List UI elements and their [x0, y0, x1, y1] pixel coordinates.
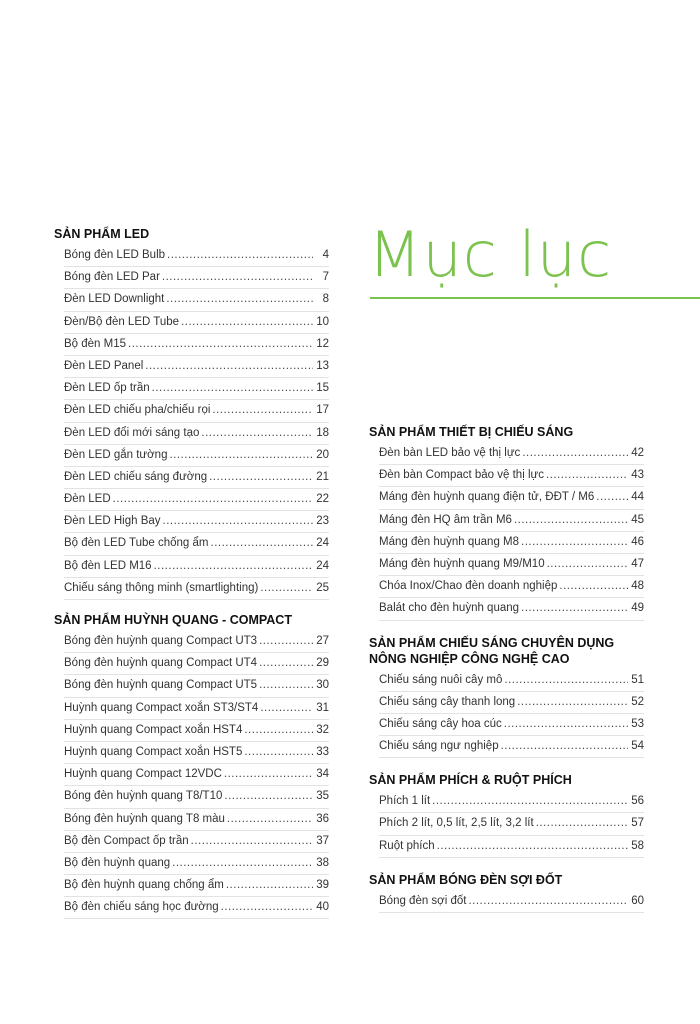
toc-entry[interactable] — [379, 714, 644, 736]
toc-entry-label: Bóng đèn huỳnh quang T8 màu — [64, 812, 225, 825]
toc-entry-page: 34 — [316, 768, 329, 781]
toc-entry-page: 15 — [316, 382, 329, 395]
toc-entry-page: 18 — [316, 426, 329, 439]
dot-leader — [259, 631, 313, 652]
section-title: SẢN PHẨM BÓNG ĐÈN SỢI ĐỐT — [369, 872, 563, 887]
toc-entry-label: Chóa Inox/Chao đèn doanh nghiệp — [379, 580, 558, 593]
toc-entry-label: Phích 1 lít — [379, 795, 431, 808]
toc-entry-page: 31 — [316, 701, 329, 714]
toc-entry-label: Đèn LED High Bay — [64, 515, 161, 528]
dot-leader — [547, 554, 628, 575]
dot-leader — [221, 897, 313, 918]
toc-entry[interactable] — [64, 467, 329, 489]
dot-leader — [224, 764, 313, 785]
dot-leader — [244, 742, 313, 763]
toc-entry-label: Đèn bàn Compact bảo vệ thị lực — [379, 469, 544, 482]
toc-entry[interactable] — [64, 533, 329, 555]
dot-leader — [212, 400, 313, 421]
toc-entry-page: 48 — [631, 580, 644, 593]
page-title: Mục lục — [368, 218, 613, 291]
dot-leader — [169, 445, 313, 466]
toc-entry[interactable] — [64, 809, 329, 831]
toc-entry-page: 33 — [316, 745, 329, 758]
toc-entry[interactable] — [379, 791, 644, 813]
toc-entry-page: 24 — [316, 537, 329, 550]
toc-entry[interactable] — [64, 267, 329, 289]
toc-entry-label: Máng đèn huỳnh quang điện tử, ĐĐT / M6 — [379, 491, 595, 504]
dot-leader — [546, 465, 628, 486]
dot-leader — [437, 836, 628, 857]
toc-section — [54, 612, 329, 919]
toc-entry-page: 4 — [322, 249, 329, 261]
toc-entry-page: 44 — [631, 491, 644, 504]
toc-entry[interactable] — [64, 675, 329, 697]
toc-entry[interactable] — [64, 511, 329, 533]
toc-entry-page: 27 — [316, 635, 329, 647]
toc-entry[interactable] — [379, 692, 644, 714]
dot-leader — [211, 533, 314, 554]
section-title: SẢN PHẨM LED — [54, 227, 150, 241]
toc-section — [369, 872, 644, 913]
dot-leader — [501, 736, 628, 757]
toc-entry-label: Bộ đèn LED Tube chống ẩm — [64, 537, 209, 550]
toc-entry[interactable] — [64, 897, 329, 919]
toc-entry-label: Chiếu sáng nuôi cây mô — [379, 673, 503, 686]
toc-entry[interactable] — [379, 443, 644, 465]
dot-leader — [432, 791, 628, 812]
dot-leader — [113, 489, 313, 510]
toc-entry-label: Bóng đèn sợi đốt — [379, 894, 467, 907]
toc-entry-label: Đèn/Bộ đèn LED Tube — [64, 315, 180, 328]
dot-leader — [224, 786, 313, 807]
toc-entry[interactable] — [64, 423, 329, 445]
section-title: SẢN PHẨM HUỲNH QUANG - COMPACT — [54, 613, 292, 627]
toc-entry-label: Đèn LED — [64, 493, 111, 506]
dot-leader — [201, 423, 313, 444]
toc-entry-label: Bóng đèn huỳnh quang Compact UT3 — [64, 635, 258, 647]
toc-entry[interactable] — [64, 698, 329, 720]
toc-entry-page: 56 — [631, 795, 644, 808]
toc-entry[interactable] — [64, 334, 329, 356]
toc-entry-label: Đèn LED ốp trần — [64, 382, 150, 395]
toc-entry-page: 38 — [316, 856, 329, 869]
dot-leader — [166, 289, 313, 310]
toc-entry-page: 57 — [631, 817, 644, 830]
toc-entry-page: 40 — [316, 901, 329, 914]
toc-entry-label: Máng đèn huỳnh quang M9/M10 — [379, 557, 545, 570]
toc-entry[interactable] — [64, 378, 329, 400]
toc-section — [369, 424, 644, 621]
toc-entry-label: Huỳnh quang Compact xoắn ST3/ST4 — [64, 701, 259, 714]
dot-leader — [504, 670, 628, 691]
dot-leader — [244, 720, 313, 741]
toc-entry[interactable] — [379, 813, 644, 835]
toc-entry-label: Bóng đèn huỳnh quang T8/T10 — [64, 790, 223, 803]
toc-entry[interactable] — [64, 400, 329, 422]
dot-leader — [154, 556, 313, 577]
toc-entry-page: 42 — [631, 447, 644, 459]
toc-entry-label: Bộ đèn huỳnh quang — [64, 856, 171, 869]
toc-entry-label: Bóng đèn huỳnh quang Compact UT5 — [64, 679, 258, 692]
toc-entry-label: Bộ đèn huỳnh quang chống ẩm — [64, 879, 224, 892]
toc-entry-label: Chiếu sáng ngư nghiệp — [379, 740, 499, 753]
toc-entry-label: Bộ đèn chiếu sáng học đường — [64, 901, 219, 914]
toc-entry[interactable] — [64, 631, 329, 653]
toc-entry[interactable] — [379, 736, 644, 758]
toc-entry[interactable] — [64, 445, 329, 467]
toc-entry-page: 29 — [316, 657, 329, 670]
dot-leader — [163, 511, 313, 532]
dot-leader — [259, 653, 313, 674]
toc-entry[interactable] — [64, 578, 329, 600]
section-title: SẢN PHẨM PHÍCH & RUỘT PHÍCH — [369, 773, 572, 788]
toc-entry[interactable] — [64, 764, 329, 786]
toc-entry[interactable] — [379, 554, 644, 576]
dot-leader — [521, 532, 628, 553]
toc-entry-page: 43 — [631, 469, 644, 482]
toc-entry[interactable] — [64, 289, 329, 311]
toc-entry[interactable] — [64, 742, 329, 764]
dot-leader — [559, 576, 628, 597]
toc-entry-page: 10 — [316, 315, 329, 328]
toc-entry-page: 51 — [631, 673, 644, 686]
dot-leader — [209, 467, 313, 488]
dot-leader — [145, 356, 313, 377]
toc-entry-page: 54 — [631, 740, 644, 753]
dot-leader — [517, 692, 628, 713]
toc-section — [369, 635, 644, 759]
dot-leader — [522, 443, 628, 464]
toc-entry-page: 23 — [316, 515, 329, 528]
toc-entry[interactable] — [379, 510, 644, 532]
toc-entry-label: Đèn bàn LED bảo vệ thị lực — [379, 447, 521, 459]
title-underline — [370, 297, 700, 299]
dot-leader — [172, 853, 313, 874]
toc-entry-label: Chiếu sáng thông minh (smartlighting) — [64, 581, 259, 594]
toc-section — [369, 772, 644, 858]
toc-entry-page: 49 — [631, 602, 644, 615]
toc-entry-label: Balát cho đèn huỳnh quang — [379, 602, 520, 615]
toc-entry[interactable] — [64, 489, 329, 511]
toc-entry[interactable] — [379, 598, 644, 620]
toc-entry[interactable] — [64, 356, 329, 378]
toc-entry-label: Ruột phích — [379, 839, 435, 852]
toc-entry-page: 13 — [316, 359, 329, 372]
toc-entry[interactable] — [64, 786, 329, 808]
toc-entry-label: Bóng đèn LED Par — [64, 271, 160, 284]
toc-entry[interactable] — [64, 853, 329, 875]
toc-entry[interactable] — [64, 556, 329, 578]
toc-entry-page: 30 — [316, 679, 329, 692]
toc-entry[interactable] — [64, 831, 329, 853]
toc-entry-label: Bóng đèn huỳnh quang Compact UT4 — [64, 657, 258, 670]
toc-entry-label: Phích 2 lít, 0,5 lít, 2,5 lít, 3,2 lít — [379, 817, 534, 830]
toc-entry-page: 25 — [316, 581, 329, 594]
dot-leader — [227, 809, 313, 830]
toc-entry-page: 12 — [316, 337, 329, 350]
toc-entry-label: Chiếu sáng cây hoa cúc — [379, 717, 502, 730]
toc-entry-page: 46 — [631, 535, 644, 548]
toc-entry-label: Huỳnh quang Compact xoắn HST4 — [64, 723, 243, 736]
toc-entry[interactable] — [379, 891, 644, 913]
toc-entry-label: Bộ đèn LED M16 — [64, 559, 152, 572]
toc-entry-page: 60 — [631, 894, 644, 907]
toc-entry[interactable] — [64, 875, 329, 897]
toc-entry-label: Đèn LED đổi mới sáng tạo — [64, 426, 200, 439]
toc-entry-label: Đèn LED gắn tường — [64, 448, 168, 461]
dot-leader — [226, 875, 313, 896]
dot-leader — [259, 675, 313, 696]
toc-entry-page: 20 — [316, 448, 329, 461]
dot-leader — [468, 891, 628, 912]
toc-entry-page: 47 — [631, 557, 644, 570]
dot-leader — [152, 378, 313, 399]
toc-entry-page: 39 — [316, 879, 329, 892]
dot-leader — [536, 813, 628, 834]
dot-leader — [504, 714, 628, 735]
toc-entry-label: Bộ đèn M15 — [64, 337, 127, 350]
dot-leader — [514, 510, 628, 531]
dot-leader — [191, 831, 313, 852]
dot-leader — [162, 267, 313, 288]
toc-entry[interactable] — [379, 487, 644, 509]
toc-entry-page: 53 — [631, 717, 644, 730]
toc-entry-page: 36 — [316, 812, 329, 825]
dot-leader — [128, 334, 313, 355]
toc-entry-page: 21 — [316, 470, 329, 483]
toc-entry-page: 7 — [322, 271, 329, 284]
toc-left-column — [54, 226, 329, 929]
toc-entry-label: Huỳnh quang Compact xoắn HST5 — [64, 745, 243, 758]
toc-right-column — [369, 424, 644, 923]
dot-leader — [181, 312, 313, 333]
dot-leader — [521, 598, 628, 619]
toc-entry[interactable] — [379, 532, 644, 554]
toc-entry[interactable] — [64, 653, 329, 675]
dot-leader — [260, 578, 313, 599]
dot-leader — [260, 698, 313, 719]
dot-leader — [167, 245, 313, 266]
toc-entry[interactable] — [64, 720, 329, 742]
toc-entry-label: Máng đèn HQ âm trần M6 — [379, 513, 512, 526]
toc-entry-label: Huỳnh quang Compact 12VDC — [64, 768, 222, 781]
toc-entry-label: Đèn LED chiếu sáng đường — [64, 470, 208, 483]
toc-entry[interactable] — [64, 245, 329, 267]
toc-entry-label: Đèn LED Panel — [64, 359, 144, 372]
toc-entry-page: 8 — [322, 293, 329, 306]
toc-entry-label: Bộ đèn Compact ốp trần — [64, 834, 189, 847]
toc-entry-page: 45 — [631, 513, 644, 526]
toc-entry-label: Máng đèn huỳnh quang M8 — [379, 535, 520, 548]
toc-entry-page: 24 — [316, 559, 329, 572]
toc-entry-label: Bóng đèn LED Bulb — [64, 249, 166, 261]
toc-entry[interactable] — [379, 576, 644, 598]
toc-entry-page: 22 — [316, 493, 329, 506]
toc-entry[interactable] — [379, 670, 644, 692]
toc-entry[interactable] — [379, 836, 644, 858]
section-title: SẢN PHẨM THIẾT BỊ CHIẾU SÁNG — [369, 425, 574, 439]
toc-entry-page: 37 — [316, 834, 329, 847]
toc-entry-label: Đèn LED Downlight — [64, 293, 165, 306]
toc-entry-page: 32 — [316, 723, 329, 736]
toc-entry-label: Đèn LED chiếu pha/chiếu rọi — [64, 404, 211, 417]
toc-entry-page: 17 — [316, 404, 329, 417]
toc-entry[interactable] — [64, 312, 329, 334]
section-title: SẢN PHẨM CHIẾU SÁNG CHUYÊN DỤNG NÔNG NGHIỆP CÔNG NGHỆ CAO — [369, 635, 615, 666]
toc-entry-page: 58 — [631, 839, 644, 852]
toc-entry[interactable] — [379, 465, 644, 487]
toc-section — [54, 226, 329, 600]
dot-leader — [596, 487, 628, 508]
toc-entry-page: 35 — [316, 790, 329, 803]
toc-entry-label: Chiếu sáng cây thanh long — [379, 695, 516, 708]
toc-entry-page: 52 — [631, 695, 644, 708]
